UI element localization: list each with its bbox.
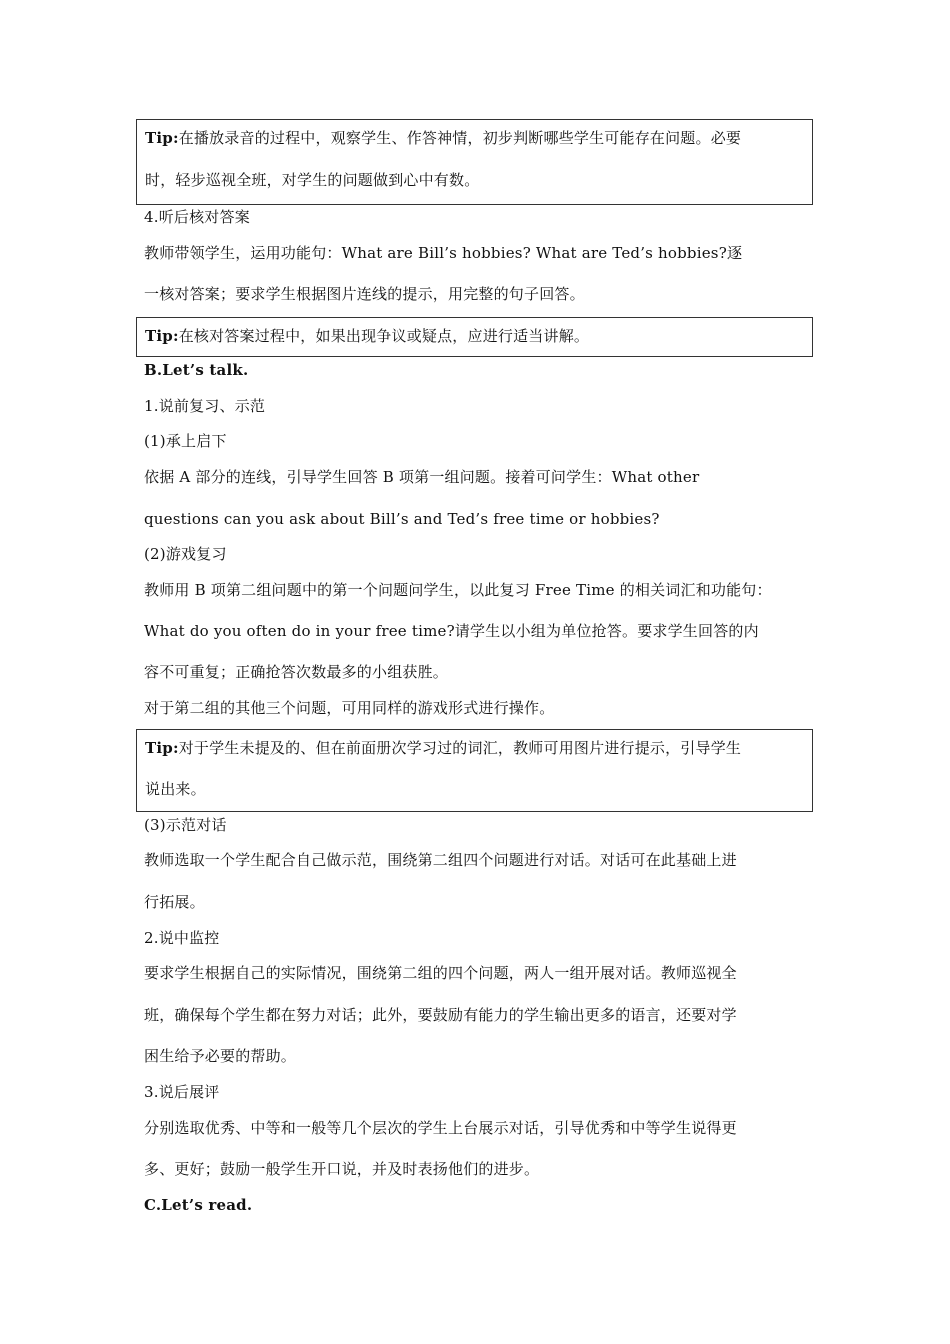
subsection-heading: (1)承上启下 xyxy=(144,432,227,450)
tip-3-line-1: Tip:对于学生未提及的、但在前面册次学习过的词汇，教师可用图片进行提示，引导学生 xyxy=(145,739,742,757)
paragraph-line: 依据 A 部分的连线，引导学生回答 B 项第一组问题。接着可问学生：What other xyxy=(144,468,700,486)
section-c-heading: C.Let’s read. xyxy=(144,1196,253,1214)
paragraph-line: 困生给予必要的帮助。 xyxy=(144,1047,297,1065)
paragraph-line: 多、更好；鼓励一般学生开口说，并及时表扬他们的进步。 xyxy=(144,1160,540,1178)
paragraph-line: 班，确保每个学生都在努力对话；此外，要鼓励有能力的学生输出更多的语言，还要对学 xyxy=(144,1006,737,1024)
tip-box-1 xyxy=(136,119,813,205)
paragraph-line: 要求学生根据自己的实际情况，围绕第二组的四个问题，两人一组开展对话。教师巡视全 xyxy=(144,964,737,982)
subsection-heading: (3)示范对话 xyxy=(144,816,227,834)
tip-label: Tip: xyxy=(145,739,179,757)
tip-label: Tip: xyxy=(145,129,179,147)
tip-1-line-2: 时，轻步巡视全班，对学生的问题做到心中有数。 xyxy=(145,171,480,189)
section-b3-heading: 3.说后展评 xyxy=(144,1083,220,1101)
paragraph-line: 一核对答案；要求学生根据图片连线的提示，用完整的句子回答。 xyxy=(144,285,585,303)
tip-label: Tip: xyxy=(145,327,179,345)
paragraph-line: 行拓展。 xyxy=(144,893,205,911)
tip-3-line-2: 说出来。 xyxy=(145,780,206,798)
paragraph-line: 教师带领学生，运用功能句：What are Bill’s hobbies? What are Ted’s hobbies?逐 xyxy=(144,244,743,262)
paragraph-line: 分别选取优秀、中等和一般等几个层次的学生上台展示对话，引导优秀和中等学生说得更 xyxy=(144,1119,737,1137)
section-b2-heading: 2.说中监控 xyxy=(144,929,220,947)
subsection-heading: (2)游戏复习 xyxy=(144,545,227,563)
tip-box-3 xyxy=(136,729,813,812)
paragraph-line: 教师用 B 项第二组问题中的第一个问题问学生，以此复习 Free Time 的相关词汇和功能句： xyxy=(144,581,772,599)
section-b1-heading: 1.说前复习、示范 xyxy=(144,397,266,415)
section-b-heading: B.Let’s talk. xyxy=(144,361,249,379)
paragraph-line: 对于第二组的其他三个问题，可用同样的游戏形式进行操作。 xyxy=(144,699,555,717)
paragraph-line: What do you often do in your free time?请学生以小组为单位抢答。要求学生回答的内 xyxy=(144,622,759,640)
paragraph-line: 教师选取一个学生配合自己做示范，围绕第二组四个问题进行对话。对话可在此基础上进 xyxy=(144,851,737,869)
paragraph-line: 容不可重复；正确抢答次数最多的小组获胜。 xyxy=(144,663,449,681)
paragraph-line: questions can you ask about Bill’s and Ted’s free time or hobbies? xyxy=(144,510,660,528)
tip-1-line-1: Tip:在播放录音的过程中，观察学生、作答神情，初步判断哪些学生可能存在问题。必要 xyxy=(145,129,742,147)
section-4-heading: 4.听后核对答案 xyxy=(144,208,250,226)
tip-box-2 xyxy=(136,317,813,357)
tip-2-line-1: Tip:在核对答案过程中，如果出现争议或疑点，应进行适当讲解。 xyxy=(145,327,590,345)
